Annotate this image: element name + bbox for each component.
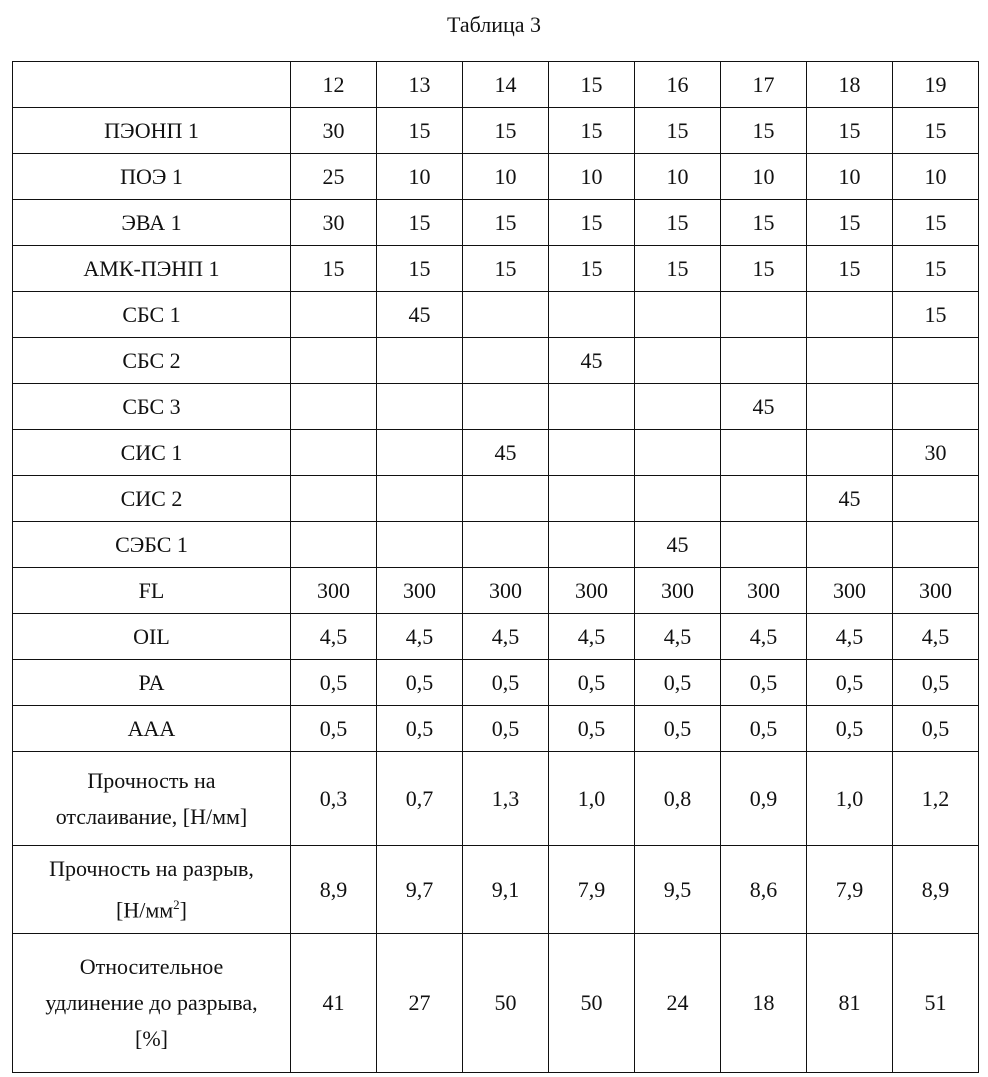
table-cell: 0,8 (635, 752, 721, 846)
table-cell: 0,5 (463, 660, 549, 706)
row-label: СБС 3 (13, 384, 291, 430)
table-cell: 1,2 (893, 752, 979, 846)
table-cell (721, 338, 807, 384)
table-cell: 50 (463, 934, 549, 1073)
table-cell: 45 (721, 384, 807, 430)
table-cell: 45 (549, 338, 635, 384)
table-cell (291, 384, 377, 430)
table-cell: 0,9 (721, 752, 807, 846)
header-row (13, 62, 979, 108)
table-cell (893, 476, 979, 522)
table-cell: 10 (893, 154, 979, 200)
table-cell: 15 (721, 200, 807, 246)
table-row (13, 660, 979, 706)
elongation-row (13, 934, 979, 1073)
table-cell: 300 (721, 568, 807, 614)
table-cell: 0,5 (291, 706, 377, 752)
table-cell: 0,5 (807, 706, 893, 752)
table-cell (463, 476, 549, 522)
table-cell (721, 476, 807, 522)
table-cell: 0,5 (721, 660, 807, 706)
table-cell: 8,9 (893, 846, 979, 934)
table-cell: 4,5 (377, 614, 463, 660)
table-cell: 15 (807, 200, 893, 246)
table-cell: 1,0 (807, 752, 893, 846)
table-cell (549, 292, 635, 338)
peel-label-line1: Прочность на (87, 767, 216, 793)
table-cell: 45 (807, 476, 893, 522)
elongation-label-line1: Относительное (79, 954, 224, 979)
table-cell: 15 (463, 108, 549, 154)
column-header: 19 (893, 62, 979, 108)
tensile-label (13, 846, 291, 934)
tensile-unit-suffix: ] (179, 897, 187, 923)
table-cell: 81 (807, 934, 893, 1073)
table-cell: 15 (893, 200, 979, 246)
table-cell (291, 292, 377, 338)
table-cell (549, 430, 635, 476)
table-cell: 0,5 (377, 660, 463, 706)
table-cell: 27 (377, 934, 463, 1073)
table-cell: 15 (893, 108, 979, 154)
table-cell: 15 (549, 246, 635, 292)
table-row (13, 338, 979, 384)
elongation-label-line2: удлинение до разрыва, (45, 990, 258, 1015)
table-cell: 10 (721, 154, 807, 200)
table-cell (463, 384, 549, 430)
table-cell: 0,5 (807, 660, 893, 706)
table-cell: 9,5 (635, 846, 721, 934)
table-cell: 4,5 (635, 614, 721, 660)
table-cell: 4,5 (291, 614, 377, 660)
table-cell: 0,5 (635, 660, 721, 706)
column-header: 13 (377, 62, 463, 108)
table-cell: 15 (463, 200, 549, 246)
column-header: 15 (549, 62, 635, 108)
table-cell (635, 384, 721, 430)
row-label: FL (13, 568, 291, 614)
table-cell (807, 384, 893, 430)
table-cell (807, 430, 893, 476)
table-cell (291, 430, 377, 476)
table-cell: 0,5 (635, 706, 721, 752)
table-cell: 0,5 (291, 660, 377, 706)
table-cell (549, 522, 635, 568)
table-cell: 10 (807, 154, 893, 200)
table-cell: 15 (635, 200, 721, 246)
table-cell: 45 (635, 522, 721, 568)
table-cell (463, 338, 549, 384)
table-cell: 10 (549, 154, 635, 200)
row-label: ЭВА 1 (13, 200, 291, 246)
table-row (13, 246, 979, 292)
row-label: СИС 2 (13, 476, 291, 522)
table-row (13, 430, 979, 476)
column-header: 14 (463, 62, 549, 108)
table-cell (463, 292, 549, 338)
table-cell: 300 (549, 568, 635, 614)
column-header: 12 (291, 62, 377, 108)
tensile-label-line1: Прочность на разрыв, (49, 855, 254, 881)
table-cell (807, 338, 893, 384)
table-cell: 300 (463, 568, 549, 614)
table-cell (377, 522, 463, 568)
table-cell: 10 (463, 154, 549, 200)
row-label: СЭБС 1 (13, 522, 291, 568)
table-cell: 7,9 (807, 846, 893, 934)
table-cell: 0,5 (549, 706, 635, 752)
table-caption: Таблица 3 (446, 12, 542, 37)
table-cell (721, 292, 807, 338)
row-label: ПОЭ 1 (13, 154, 291, 200)
table-cell: 0,5 (893, 660, 979, 706)
table-cell: 9,7 (377, 846, 463, 934)
table-cell: 15 (807, 108, 893, 154)
table-cell: 15 (549, 200, 635, 246)
table-cell: 0,3 (291, 752, 377, 846)
table-cell: 30 (291, 200, 377, 246)
table-cell: 0,5 (377, 706, 463, 752)
table-cell (377, 338, 463, 384)
peel-row (13, 752, 979, 846)
peel-label (13, 752, 291, 846)
table-cell: 0,5 (893, 706, 979, 752)
table-cell: 45 (463, 430, 549, 476)
table-cell: 51 (893, 934, 979, 1073)
table-cell: 15 (721, 246, 807, 292)
row-label: СБС 1 (13, 292, 291, 338)
table-row (13, 108, 979, 154)
table-cell: 300 (893, 568, 979, 614)
table-cell: 300 (807, 568, 893, 614)
tensile-unit-exponent: 2 (173, 896, 180, 912)
table-cell: 50 (549, 934, 635, 1073)
table-row (13, 476, 979, 522)
table-cell (635, 338, 721, 384)
table-cell: 8,6 (721, 846, 807, 934)
table-cell: 1,0 (549, 752, 635, 846)
row-label: АМК-ПЭНП 1 (13, 246, 291, 292)
table-cell (635, 476, 721, 522)
table-cell: 15 (377, 200, 463, 246)
table-cell (291, 522, 377, 568)
table-cell: 8,9 (291, 846, 377, 934)
table-cell: 15 (291, 246, 377, 292)
table-row (13, 706, 979, 752)
table-cell: 4,5 (807, 614, 893, 660)
table-cell: 15 (377, 108, 463, 154)
table-cell (635, 430, 721, 476)
table-cell: 25 (291, 154, 377, 200)
table-cell: 10 (377, 154, 463, 200)
table-cell (377, 384, 463, 430)
table-cell: 15 (377, 246, 463, 292)
table-cell (721, 430, 807, 476)
row-label: PA (13, 660, 291, 706)
table-cell (721, 522, 807, 568)
table-cell: 300 (377, 568, 463, 614)
row-label: СИС 1 (13, 430, 291, 476)
table-cell (893, 338, 979, 384)
table-row (13, 614, 979, 660)
table-cell: 15 (807, 246, 893, 292)
table-cell: 30 (291, 108, 377, 154)
table-cell: 4,5 (463, 614, 549, 660)
table-cell: 15 (893, 246, 979, 292)
table-row (13, 292, 979, 338)
table-cell: 300 (291, 568, 377, 614)
table-row (13, 384, 979, 430)
table-cell: 15 (635, 108, 721, 154)
tensile-row (13, 846, 979, 934)
table-cell: 15 (893, 292, 979, 338)
table-cell: 0,5 (463, 706, 549, 752)
header-corner-cell (13, 62, 291, 108)
peel-label-line2: отслаивание, [Н/мм] (55, 803, 248, 829)
table-cell: 45 (377, 292, 463, 338)
table-cell (893, 522, 979, 568)
table-cell (377, 476, 463, 522)
elongation-label-line3: [%] (135, 1026, 168, 1051)
table-cell: 15 (635, 246, 721, 292)
table-cell: 4,5 (893, 614, 979, 660)
column-header: 16 (635, 62, 721, 108)
elongation-label (13, 934, 291, 1073)
table-cell: 4,5 (549, 614, 635, 660)
table-cell: 7,9 (549, 846, 635, 934)
table-cell: 0,5 (721, 706, 807, 752)
table-cell (377, 430, 463, 476)
row-label: ПЭОНП 1 (13, 108, 291, 154)
tensile-unit-prefix: [Н/мм (116, 897, 174, 923)
table-cell (549, 384, 635, 430)
table-cell: 15 (721, 108, 807, 154)
table-cell: 24 (635, 934, 721, 1073)
table-cell: 4,5 (721, 614, 807, 660)
table-row (13, 200, 979, 246)
table-cell (463, 522, 549, 568)
table-cell: 15 (549, 108, 635, 154)
table-row (13, 154, 979, 200)
table-cell: 300 (635, 568, 721, 614)
table-cell: 41 (291, 934, 377, 1073)
table-cell (291, 476, 377, 522)
row-label: AAA (13, 706, 291, 752)
row-label: OIL (13, 614, 291, 660)
table-cell (635, 292, 721, 338)
table-row (13, 522, 979, 568)
table-row (13, 568, 979, 614)
table-cell: 1,3 (463, 752, 549, 846)
table-cell: 9,1 (463, 846, 549, 934)
data-table (12, 61, 979, 1073)
table-cell: 15 (463, 246, 549, 292)
table-cell (893, 384, 979, 430)
table-cell: 30 (893, 430, 979, 476)
tensile-label-line2 (13, 887, 290, 928)
table-cell (291, 338, 377, 384)
table-cell: 18 (721, 934, 807, 1073)
table-cell (807, 292, 893, 338)
column-header: 17 (721, 62, 807, 108)
table-cell: 10 (635, 154, 721, 200)
table-cell (807, 522, 893, 568)
table-cell (549, 476, 635, 522)
column-header: 18 (807, 62, 893, 108)
table-cell: 0,5 (549, 660, 635, 706)
table-cell: 0,7 (377, 752, 463, 846)
row-label: СБС 2 (13, 338, 291, 384)
